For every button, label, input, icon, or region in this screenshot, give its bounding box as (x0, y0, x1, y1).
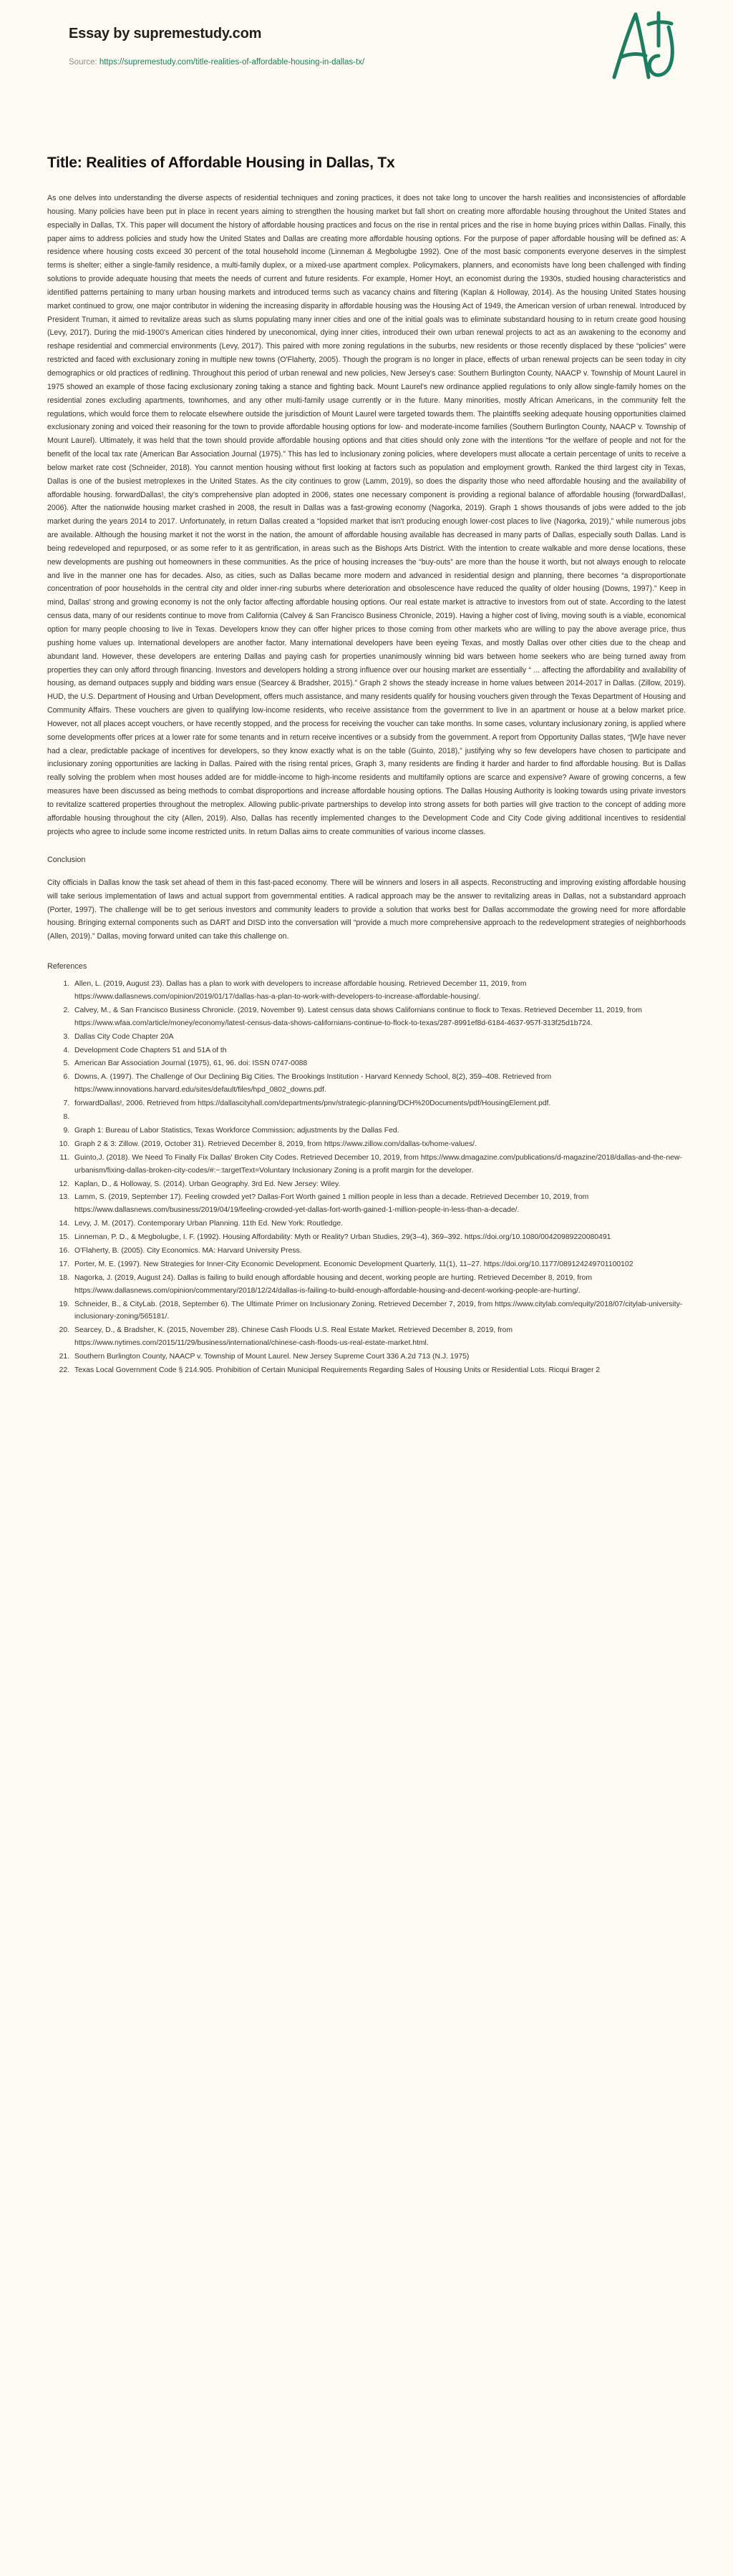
document-body (0, 155, 733, 1377)
reference-item: 11. Guinto,J. (2018). We Need To Finally Fix Dallas' Broken City Codes. Retrieved December 10, 2019, from https://www.dmagazine.com/publications/d-magazine/2018/dallas-and-the-new-urbanism/fixing-dallas-broken-city-codes/#:~:targetText=Voluntary Inclusionary Zoning is a profit margin for the developer. (72, 1152, 686, 1177)
reference-item: 12. Kaplan, D., & Holloway, S. (2014). Urban Geography. 3rd Ed. New Jersey: Wiley. (72, 1178, 686, 1191)
reference-item: 18. Nagorka, J. (2019, August 24). Dallas is failing to build enough affordable housing and decent, working people are hurting. Retrieved December 8, 2019, from https://www.dallasnews.com/opinion/commentary/2018/12/24/dallas-is-failing-to-build-enough-affordable-housing-and-decent-working-people-are-hurting/. (72, 1272, 686, 1298)
reference-item: 7. forwardDallas!, 2006. Retrieved from https://dallascityhall.com/departments/pnv/strategic-planning/DCH%20Documents/pdf/HousingElement.pdf. (72, 1097, 686, 1110)
reference-item: 21. Southern Burlington County, NAACP v. Township of Mount Laurel. New Jersey Supreme Court 336 A.2d 713 (N.J. 1975) (72, 1351, 686, 1363)
conclusion-paragraph: City officials in Dallas know the task set ahead of them in this fast-paced economy. There will be winners and losers in all aspects. Reconstructing and improving existing affordable housing will take serious implementation of laws and actual support from governmental entities. A radical approach may be the answer to revitalizing areas in Dallas, not a substandard approach (Porter, 1997). The challenge will be to get serious investors and community leaders to provide a solution that works best for Dallas accommodate the growing need for more affordable housing. Bringing external components such as DART and DISD into the conversation will “provide a much more comprehensive approach to the redevelopment strategies of neighborhoods (Allen, 2019).” Dallas, moving forward united can take this challenge on. (47, 878, 686, 941)
references-heading: References (47, 962, 87, 971)
reference-item: 1. Allen, L. (2019, August 23). Dallas has a plan to work with developers to increase affordable housing. Retrieved December 11, 2019, from https://www.dallasnews.com/opinion/2019/01/17/dallas-has-a-plan-to-work-with-developers-to-increase-affordable-housing/. (72, 978, 686, 1004)
reference-item: 5. American Bar Association Journal (1975), 61, 96. doi: ISSN 0747-0088 (72, 1057, 686, 1070)
body-paragraph: As one delves into understanding the diverse aspects of residential techniques and zoning practices, it does not take long to uncover the harsh realities and inconsistencies of affordable housing. Many policies have been put in place in recent years aiming to strengthen the housing market but fall short on creating more affordable housing throughout the United States and especially in Dallas, TX. This paper will document the history of affordable housing practices and focus on the rise in rental prices and the rise in home buying prices within Dallas. Finally, this paper aims to address policies and study how the United States and Dallas are creating more affordable housing options. For the purpose of paper affordable housing will be defined as: A residence where housing costs exceed 30 percent of the total household income (Linneman & Megbolugbe 1992). One of the most basic components everyone deserves in the simplest terms is shelter; either a single-family residence, a multi-family duplex, or a mixed-use apartment complex. Policymakers, planners, and economists have long been challenged with finding solutions to provide adequate housing that meets the needs of current and future residents. For example, Homer Hoyt, an economist during the 1930s, studied housing characteristics and identified patterns pertaining to many urban housing markets and introduced terms such as vacancy chains and filtering (Kaplan & Holloway, 2014). As the housing United States housing market continued to grow, one major contributor in widening the increasing disparity in affordable housing was the Housing Act of 1949, the American version of urban renewal. Introduced by President Truman, it aimed to revitalize areas such as slums populating many inner cities and one of the initial goals was to eliminate substandard housing to in return create good housing (Levy, 2017). During the mid-1900's American cities hindered by uneconomical, dying inner cities, introduced their own urban renewal projects to act as an awakening to the economy and reshape residential and commercial environments (Levy, 2017). This paired with more zoning regulations in the suburbs, new residents or those recently displaced by these “policies” were restricted and faced with exclusionary zoning in multiple new towns (O'Flaherty, 2005). Though the program is no longer in place, effects of urban renewal projects can be seen today in city demographics or old practices of redlining. Throughout this period of urban renewal and new policies, New Jersey's case: Southern Burlington County, NAACP v. Township of Mount Laurel in 1975 showed an example of those facing exclusionary zoning taking a stance and fighting back. Mount Laurel's new ordinance applied regulations to only allow single-family homes on the residential zones excluding apartments, townhomes, and any other multi-family usage currently or in the future. Many minorities, mostly African Americans, in the community felt the regulations, which would force them to relocate elsewhere outside the jurisdiction of Mount Laurel were targeted towards them. The plaintiffs seeking adequate housing opportunities claimed exclusionary zoning and voiced their reasoning for the town to provide affordable housing options for low- and moderate-income families (Southern Burlington County, NAACP v. Township of Mount Laurel). Ultimately, it was held that the town should provide affordable housing options and that cities should only zone with the intentions “for the welfare of people and not for the benefit of the local tax rate (American Bar Association Journal (1975).” This has led to inclusionary zoning policies, where developers must allocate a certain percentage of units to receive a below market rate cost (Schneider, 2018). You cannot mention housing without first looking at factors such as population and employment growth. Ranked the third largest city in Texas, Dallas is one of the busiest metroplexes in the United States. As the city continues to grow (Lamm, 2019), so does the disparity those who need affordable housing and the availability of affordable housing. forwardDallas!, the city's comprehensive plan adopted in 2006, states one necessary component is providing a regional balance of affordable housing (forwardDallas!, 2006). After the nationwide housing market crashed in 2008, the result in Dallas was a fast-growing economy (Nagorka, 2019). Graph 1 shows thousands of jobs were added to the job market during the years 2014 to 2017. Unfortunately, in return Dallas created a “lopsided market that isn't producing enough lower-cost places to live (Nagorka, 2019),” while numerous jobs are available. Although the housing market it not the worst in the nation, the amount of affordable housing available has decreased in many parts of Dallas, especially south Dallas. Land is being redeveloped and repurposed, or as some refer to it as gentrification, in areas such as the Bishops Arts District. With the intention to create walkable and more dense locations, these new developments are pushing out homeowners in these communities. As the price of housing increases the “buy-outs” are more than the house it worth, but not always enough to relocate and live in the manner one has for decades. Also, as cities, such as Dallas became more modern and advanced in residential design and planning, there becomes “a disproportionate concentration of poor households in the central city and older inner-ring suburbs where deterioration and obsolescence have reduced the quality of older housing (Downs, 1997).” Keep in mind, Dallas' strong and growing economy is not the only factor affecting affordable housing options. Our real estate market is attractive to investors from out of state. According to the latest census data, many of our residents continue to move from California (Calvey & San Francisco Business Chronicle, 2019). Having a higher cost of living, moving south is a viable, economical option for many people choosing to live in Texas. Developers know they can offer higher prices to those coming from other markets who are willing to pay the above average price, thus pushing home values up. International developers are another factor. Many international developers have been eyeing Texas, and mostly Dallas over other cities due to the cheap and abundant land. However, these developers are entering Dallas and paying cash for properties unanimously winning bid wars between home seekers who are being turned away from properties they can only afford through financing. Investors and developers holding a strong influence over our housing market are essentially “ ... affecting the affordability and availability of housing, as demand outpaces supply and bidding wars ensue (Searcey & Bradsher, 2015).” Graph 2 shows the steady increase in home values between 2014-2017 in Dallas. (Zillow, 2019). HUD, the U.S. Department of Housing and Urban Development, offers much assistance, and many residents qualify for housing vouchers given through the Texas Department of Housing and Community Affairs. These vouchers are given to qualifying low-income residents, who receive assistance from the government to live in an apartment or house at a below market price. However, not all places accept vouchers, or have recently stopped, and the process for receiving the voucher can take months. In some cases, voluntary inclusionary zoning, is applied where some developments offer prices at a lower rate for some tenants and in return receive incentives or a subsidy from the government. A report from Opportunity Dallas states, “[W]e have never had a clear, predictable package of incentives for developers, so they know exactly what is on the table (Guinto, 2018),” justifying why so few developers have chosen to participate and inclusionary zoning opportunities are lacking in Dallas. Paired with the rising rental prices, Graph 3, many residents are finding it harder and harder to find affordable housing. But is Dallas really solving the problem when most houses added are for middle-income to high-income residents and multifamily options are scarce and expensive? Aware of growing concerns, a few measures have been discussed as being methods to combat disproportions and increase affordable housing options. The Dallas Housing Authority is looking towards using private investors to revitalize scattered properties throughout the metroplex. Allowing public-private partnerships to develop into strong assets for both parties will give traction to the concept of adding more affordable housing throughout the city (Allen, 2019). Also, Dallas has recently implemented changes to the Development Code and City Code giving additional incentives to residential projects who agree to include some income restricted units. In return Dallas aims to create communities of various income classes. (47, 194, 686, 836)
source-label: Source: (69, 58, 97, 67)
reference-item: 20. Searcey, D., & Bradsher, K. (2015, November 28). Chinese Cash Floods U.S. Real Estate Market. Retrieved December 8, 2019, from https://www.nytimes.com/2015/11/29/business/international/chinese-cash-floods-us-real-estate-market.html. (72, 1324, 686, 1350)
reference-item: 10. Graph 2 & 3: Zillow. (2019, October 31). Retrieved December 8, 2019, from https://www.zillow.com/dallas-tx/home-values/. (72, 1138, 686, 1151)
reference-item: 9. Graph 1: Bureau of Labor Statistics, Texas Workforce Commission; adjustments by the Dallas Fed. (72, 1125, 686, 1137)
reference-item: 4. Development Code Chapters 51 and 51A of th (72, 1044, 686, 1057)
references-list (47, 978, 686, 1377)
reference-item: 16. O'Flaherty, B. (2005). City Economics. MA: Harvard University Press. (72, 1245, 686, 1258)
reference-item: 15. Linneman, P. D., & Megbolugbe, I. F. (1992). Housing Affordability: Myth or Reality? Urban Studies, 29(3–4), 369–392. https://doi.org/10.1080/00420989220080491 (72, 1231, 686, 1244)
page-title: Title: Realities of Affordable Housing in Dallas, Tx (47, 155, 395, 171)
reference-item: 19. Schneider, B., & CityLab. (2018, September 6). The Ultimate Primer on Inclusionary Zoning. Retrieved December 7, 2019, from https://www.citylab.com/equity/2018/07/citylab-university-inclusionary-zoning/565181/. (72, 1298, 686, 1324)
reference-item: 13. Lamm, S. (2019, September 17). Feeling crowded yet? Dallas-Fort Worth gained 1 million people in less than a decade. Retrieved December 10, 2019, from https://www.dallasnews.com/business/2019/04/19/feeling-crowded-yet-dallas-fort-worth-gained-1-million-people-in-less-than-a-decade/. (72, 1191, 686, 1217)
reference-item: 6. Downs, A. (1997). The Challenge of Our Declining Big Cities. The Brookings Institution - Harvard Kennedy School, 8(2), 359–408. Retrieved from https://www.innovations.harvard.edu/sites/default/files/hpd_0802_downs.pdf. (72, 1071, 686, 1097)
reference-item: 14. Levy, J. M. (2017). Contemporary Urban Planning. 11th Ed. New York: Routledge. (72, 1218, 686, 1230)
conclusion-heading: Conclusion (47, 855, 86, 864)
reference-item: 2. Calvey, M., & San Francisco Business Chronicle. (2019, November 9). Latest census data shows Californians continue to flock to Texas. Retrieved December 11, 2019, from https://www.wfaa.com/article/money/economy/latest-census-data-shows-californians-continue-to-flock-to-texas/287-8991ef8d-6184-4637-957f-313f25d1b724. (72, 1004, 686, 1030)
source-line (69, 58, 690, 67)
brand-title: Essay by supremestudy.com (69, 26, 262, 41)
page-header (0, 0, 733, 107)
reference-item (72, 1111, 686, 1124)
reference-item: 3. Dallas City Code Chapter 20A (72, 1031, 686, 1044)
a-plus-logo-icon (608, 9, 677, 87)
reference-item: 22. Texas Local Government Code § 214.905. Prohibition of Certain Municipal Requirements Regarding Sales of Housing Units or Residential Lots. Ricqui Brager 2 (72, 1364, 686, 1377)
source-url-link[interactable]: https://supremestudy.com/title-realities-of-affordable-housing-in-dallas-tx/ (99, 58, 365, 67)
reference-item: 17. Porter, M. E. (1997). New Strategies for Inner-City Economic Development. Economic Development Quarterly, 11(1), 11–27. https://doi.org/10.1177/089124249701100102 (72, 1258, 686, 1271)
